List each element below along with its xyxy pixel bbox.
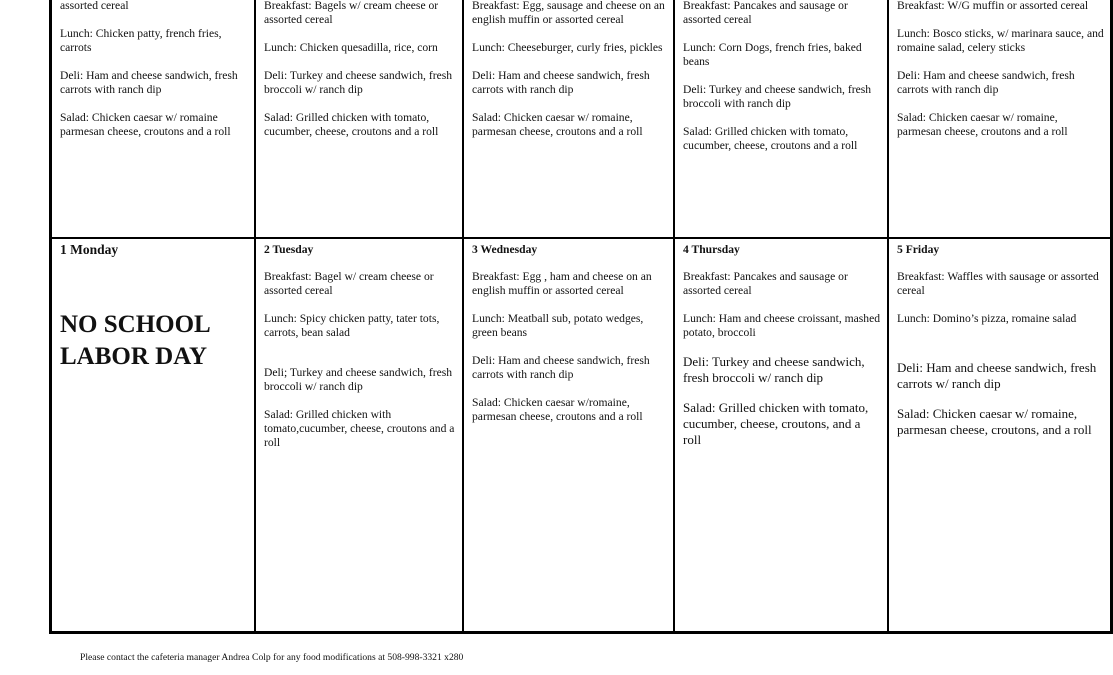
no-school-notice: NO SCHOOL LABOR DAY bbox=[60, 311, 210, 370]
deli-item: Deli; Turkey and cheese sandwich, fresh broccoli w/ ranch dip bbox=[264, 366, 453, 393]
breakfast-item: Breakfast: Pancakes and sausage or assorted cereal bbox=[683, 0, 848, 26]
prev-day-cell bbox=[255, 0, 463, 238]
day-heading: 5 Friday bbox=[897, 243, 940, 256]
breakfast-item: Breakfast: Egg, sausage and cheese on an english muffin or assorted cereal bbox=[472, 0, 665, 26]
breakfast-item: Breakfast: Waffles with sausage or assorted cereal bbox=[897, 270, 1099, 297]
salad-item: Salad: Grilled chicken with tomato, cucumber, cheese, croutons and a roll bbox=[683, 125, 858, 152]
lunch-item: Lunch: Cheeseburger, curly fries, pickles bbox=[472, 41, 663, 54]
salad-item: Salad: Chicken caesar w/ romaine parmesan cheese, croutons and a roll bbox=[60, 111, 231, 138]
deli-item: Deli: Ham and cheese sandwich, fresh carrots with ranch dip bbox=[60, 69, 238, 96]
lunch-item: Lunch: Bosco sticks, w/ marinara sauce, and romaine salad, celery sticks bbox=[897, 27, 1104, 54]
previous-week-row bbox=[51, 0, 1112, 238]
thursday-cell bbox=[674, 238, 888, 633]
breakfast-item: Breakfast: Bagel w/ cream cheese or assorted cereal bbox=[264, 270, 434, 297]
current-week-row bbox=[51, 238, 1112, 633]
prev-day-cell bbox=[674, 0, 888, 238]
day-heading: 1 Monday bbox=[60, 242, 119, 257]
prev-day-cell bbox=[888, 0, 1112, 238]
deli-item: Deli: Turkey and cheese sandwich, fresh broccoli w/ ranch dip bbox=[264, 69, 453, 96]
breakfast-item: Breakfast: Pancakes and sausage or assorted cereal bbox=[683, 270, 848, 297]
prev-day-cell bbox=[463, 0, 674, 238]
lunch-item: Lunch: Ham and cheese croissant, mashed potato, broccoli bbox=[683, 312, 881, 339]
prev-day-cell bbox=[51, 0, 256, 238]
lunch-item: Lunch: Meatball sub, potato wedges, green beans bbox=[472, 312, 644, 339]
contact-footer-note: Please contact the cafeteria manager Andrea Colp for any food modifications at 508-998-3321 x280 bbox=[80, 652, 464, 663]
lunch-menu-calendar bbox=[49, 0, 1113, 634]
wednesday-cell bbox=[463, 238, 674, 633]
salad-item: Salad: Grilled chicken with tomato,cucumber, cheese, croutons and a roll bbox=[264, 408, 455, 449]
salad-item: Salad: Chicken caesar w/ romaine, parmesan cheese, croutons and a roll bbox=[472, 111, 643, 138]
deli-item: Deli: Ham and cheese sandwich, fresh carrots w/ ranch dip bbox=[897, 360, 1097, 391]
lunch-item: Lunch: Corn Dogs, french fries, baked beans bbox=[683, 41, 862, 68]
lunch-item: Lunch: Spicy chicken patty, tater tots, carrots, bean salad bbox=[264, 312, 440, 339]
deli-item: Deli: Ham and cheese sandwich, fresh carrots with ranch dip bbox=[472, 69, 650, 96]
salad-item: Salad: Grilled chicken with tomato, cucumber, cheese, croutons, and a roll bbox=[683, 400, 869, 447]
tuesday-cell bbox=[255, 238, 463, 633]
friday-cell bbox=[888, 238, 1112, 633]
breakfast-item: Breakfast: Egg , ham and cheese on an english muffin or assorted cereal bbox=[472, 270, 652, 297]
lunch-item: Lunch: Domino’s pizza, romaine salad bbox=[897, 312, 1077, 325]
lunch-item: Lunch: Chicken quesadilla, rice, corn bbox=[264, 41, 438, 54]
deli-item: Deli: Turkey and cheese sandwich, fresh broccoli w/ ranch dip bbox=[683, 354, 865, 385]
breakfast-item: assorted cereal bbox=[60, 0, 129, 12]
salad-item: Salad: Chicken caesar w/ romaine, parmesan cheese, croutons, and a roll bbox=[897, 406, 1092, 437]
monday-cell bbox=[51, 238, 256, 633]
deli-item: Deli: Ham and cheese sandwich, fresh carrots with ranch dip bbox=[472, 354, 650, 381]
salad-item: Salad: Chicken caesar w/romaine, parmesan cheese, croutons and a roll bbox=[472, 396, 643, 423]
day-heading: 4 Thursday bbox=[683, 243, 740, 256]
deli-item: Deli: Turkey and cheese sandwich, fresh broccoli with ranch dip bbox=[683, 83, 872, 110]
lunch-item: Lunch: Chicken patty, french fries, carrots bbox=[60, 27, 222, 54]
day-heading: 3 Wednesday bbox=[472, 243, 538, 256]
breakfast-item: Breakfast: W/G muffin or assorted cereal bbox=[897, 0, 1089, 12]
day-heading: 2 Tuesday bbox=[264, 243, 314, 256]
salad-item: Salad: Chicken caesar w/ romaine, parmesan cheese, croutons and a roll bbox=[897, 111, 1068, 138]
breakfast-item: Breakfast: Bagels w/ cream cheese or assorted cereal bbox=[264, 0, 439, 26]
salad-item: Salad: Grilled chicken with tomato, cucumber, cheese, croutons and a roll bbox=[264, 111, 439, 138]
deli-item: Deli: Ham and cheese sandwich, fresh carrots with ranch dip bbox=[897, 69, 1075, 96]
